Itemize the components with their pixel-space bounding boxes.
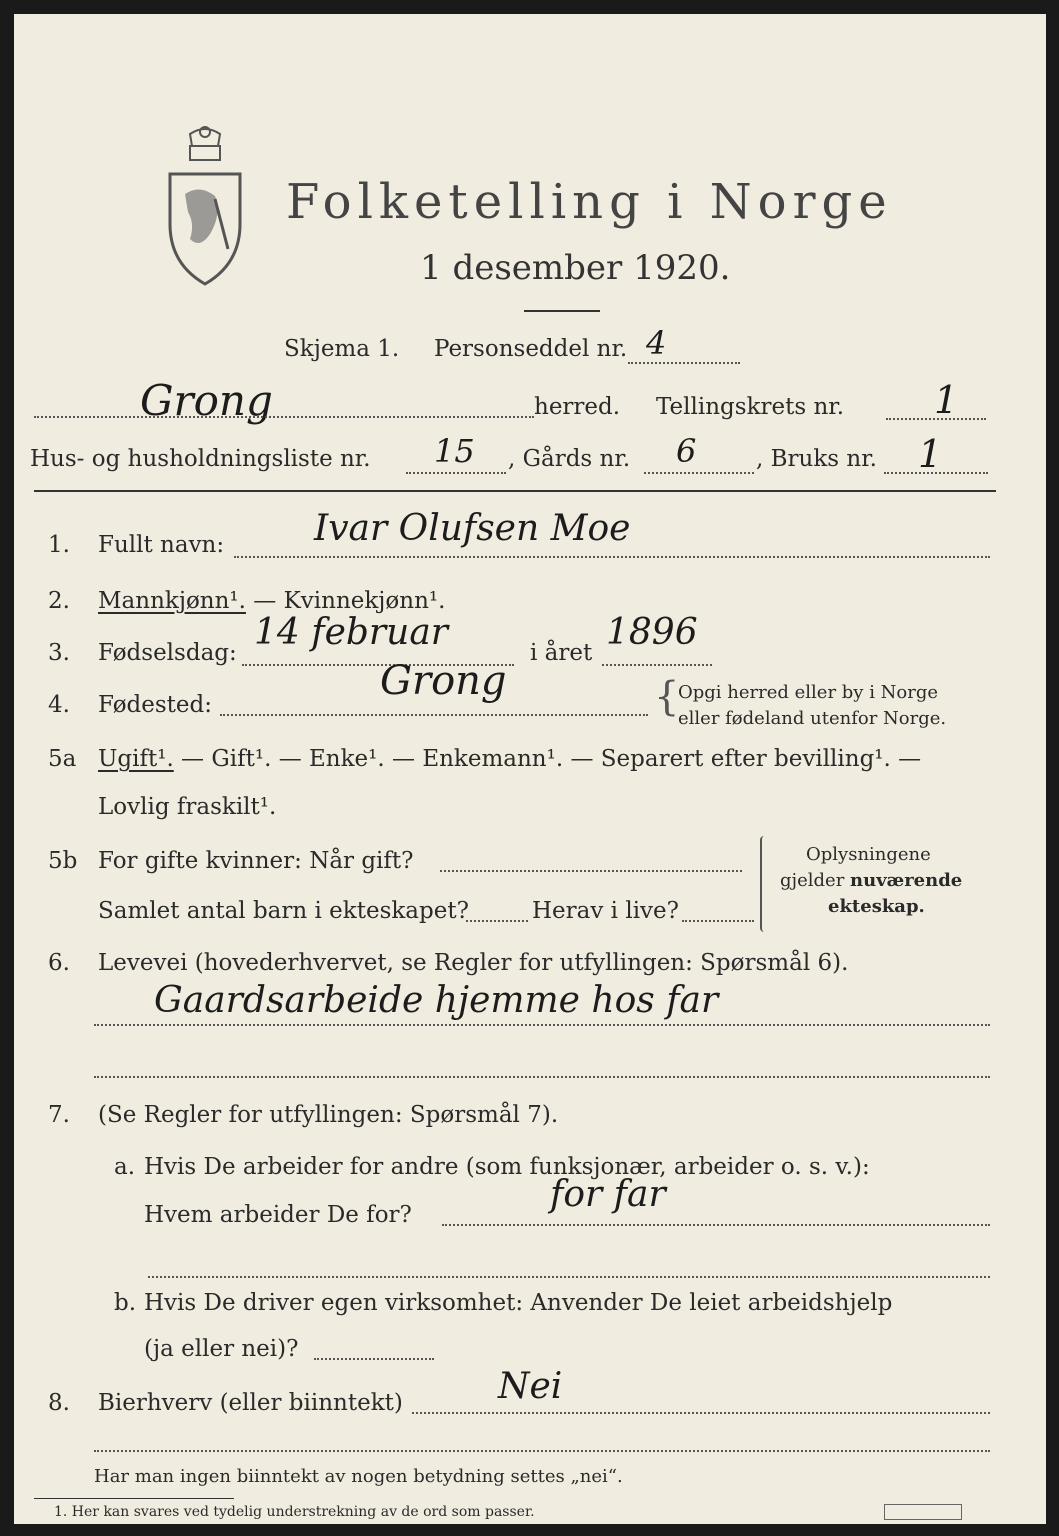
tellingskrets-value[interactable]: 1 bbox=[934, 378, 959, 422]
q3-year-line bbox=[602, 664, 712, 666]
q7-label: (Se Regler for utfyllingen: Spørsmål 7). bbox=[98, 1102, 559, 1128]
herred-label: herred. bbox=[534, 394, 621, 420]
herred-line bbox=[34, 416, 534, 418]
printer-stamp bbox=[884, 1504, 962, 1520]
q1-number: 1. bbox=[48, 532, 70, 558]
q6-label: Levevei (hovederhvervet, se Regler for utfyllingen: Spørsmål 6). bbox=[98, 950, 849, 976]
q7a-line1 bbox=[442, 1224, 990, 1226]
q5b-label1: For gifte kvinner: Når gift? bbox=[98, 848, 414, 874]
footer-note: Har man ingen biinntekt av nogen betydning settes „nei“. bbox=[94, 1466, 623, 1487]
q4-brace: { bbox=[654, 674, 680, 720]
q4-value[interactable]: Grong bbox=[380, 658, 507, 704]
bruks-label: , Bruks nr. bbox=[756, 446, 877, 472]
q8-value[interactable]: Nei bbox=[498, 1366, 563, 1407]
q5b-note2-b: nuværende bbox=[850, 870, 963, 891]
q7a-number: a. bbox=[114, 1154, 136, 1180]
footer-divider bbox=[34, 1498, 234, 1499]
q7a-line2 bbox=[148, 1276, 990, 1278]
q7b-number: b. bbox=[114, 1290, 137, 1316]
q5b-label3: Herav i live? bbox=[532, 898, 679, 924]
q5a-options bbox=[98, 746, 921, 772]
q3-year-value[interactable]: 1896 bbox=[606, 612, 698, 653]
hus-value[interactable]: 15 bbox=[434, 432, 475, 470]
personseddel-label: Personseddel nr. bbox=[434, 336, 628, 362]
q8-label: Bierhverv (eller biinntekt) bbox=[98, 1390, 403, 1416]
q4-label: Fødested: bbox=[98, 692, 213, 718]
q7a-label: Hvis De arbeider for andre (som funksjonær, arbeider o. s. v.): bbox=[144, 1154, 870, 1180]
q7b-line bbox=[314, 1358, 434, 1360]
q3-label: Fødselsdag: bbox=[98, 640, 237, 666]
q7-number: 7. bbox=[48, 1102, 70, 1128]
divider bbox=[524, 310, 600, 312]
personseddel-line bbox=[628, 362, 740, 364]
q4-line bbox=[220, 714, 648, 716]
header-divider bbox=[34, 490, 996, 492]
q4-note-line1: Opgi herred eller by i Norge bbox=[678, 682, 939, 703]
q2-separator: — bbox=[245, 588, 284, 614]
bruks-line bbox=[884, 472, 988, 474]
skjema-label: Skjema 1. bbox=[284, 336, 400, 362]
q3-number: 3. bbox=[48, 640, 70, 666]
q5a-line2[interactable]: Lovlig fraskilt¹. bbox=[98, 794, 277, 820]
q6-line1 bbox=[94, 1024, 990, 1026]
herred-value[interactable]: Grong bbox=[140, 376, 273, 425]
personseddel-value[interactable]: 4 bbox=[646, 324, 667, 362]
q5a-number: 5a bbox=[48, 746, 77, 772]
tellingskrets-line bbox=[886, 418, 986, 420]
mann-option[interactable]: Mannkjønn¹. bbox=[98, 588, 246, 614]
gards-label: , Gårds nr. bbox=[508, 446, 631, 472]
coat-of-arms-icon bbox=[160, 124, 250, 289]
q1-label: Fullt navn: bbox=[98, 532, 225, 558]
census-form bbox=[14, 14, 1046, 1524]
census-date: 1 desember 1920. bbox=[420, 248, 731, 288]
ugift-option[interactable]: Ugift¹. bbox=[98, 746, 174, 772]
q8-number: 8. bbox=[48, 1390, 70, 1416]
q6-line2 bbox=[94, 1076, 990, 1078]
q7a-label2: Hvem arbeider De for? bbox=[144, 1202, 412, 1228]
q8-line1 bbox=[412, 1412, 990, 1414]
gards-line bbox=[644, 472, 754, 474]
q2-mann bbox=[98, 588, 445, 614]
q5b-note1: Oplysningene bbox=[806, 844, 931, 865]
q1-value[interactable]: Ivar Olufsen Moe bbox=[314, 508, 631, 549]
q5b-number: 5b bbox=[48, 848, 78, 874]
q5b-note3: ekteskap. bbox=[828, 896, 925, 917]
q1-line bbox=[234, 556, 990, 558]
q5a-other-options[interactable]: — Gift¹. — Enke¹. — Enkemann¹. — Separert efter bevilling¹. — bbox=[173, 746, 922, 772]
footnote: 1. Her kan svares ved tydelig understrekning av de ord som passer. bbox=[54, 1504, 535, 1520]
q3-year-label: i året bbox=[530, 640, 593, 666]
tellingskrets-label: Tellingskrets nr. bbox=[656, 394, 845, 420]
form-title: Folketelling i Norge bbox=[286, 174, 893, 230]
q6-value[interactable]: Gaardsarbeide hjemme hos far bbox=[154, 980, 719, 1021]
q7b-label: Hvis De driver egen virksomhet: Anvender De leiet arbeidshjelp bbox=[144, 1290, 893, 1316]
q5b-line3 bbox=[682, 920, 754, 922]
bruks-value[interactable]: 1 bbox=[918, 432, 943, 476]
q7a-value[interactable]: for far bbox=[550, 1174, 666, 1215]
q5b-line1 bbox=[440, 870, 742, 872]
q2-number: 2. bbox=[48, 588, 70, 614]
hus-label: Hus- og husholdningsliste nr. bbox=[30, 446, 371, 472]
q6-number: 6. bbox=[48, 950, 70, 976]
q8-line2 bbox=[94, 1450, 990, 1452]
gards-value[interactable]: 6 bbox=[676, 432, 697, 470]
hus-line bbox=[406, 472, 506, 474]
q5b-bracket bbox=[760, 836, 770, 932]
q4-note-line2: eller fødeland utenfor Norge. bbox=[678, 708, 947, 729]
q5b-note2-a: gjelder bbox=[780, 870, 851, 891]
q7b-label2: (ja eller nei)? bbox=[144, 1336, 299, 1362]
q5b-label2: Samlet antal barn i ekteskapet? bbox=[98, 898, 469, 924]
q5b-line2 bbox=[466, 920, 528, 922]
q3-value[interactable]: 14 februar bbox=[254, 612, 448, 653]
kvinne-option[interactable]: Kvinnekjønn¹. bbox=[283, 588, 446, 614]
q4-number: 4. bbox=[48, 692, 70, 718]
q5b-note2 bbox=[780, 870, 962, 891]
